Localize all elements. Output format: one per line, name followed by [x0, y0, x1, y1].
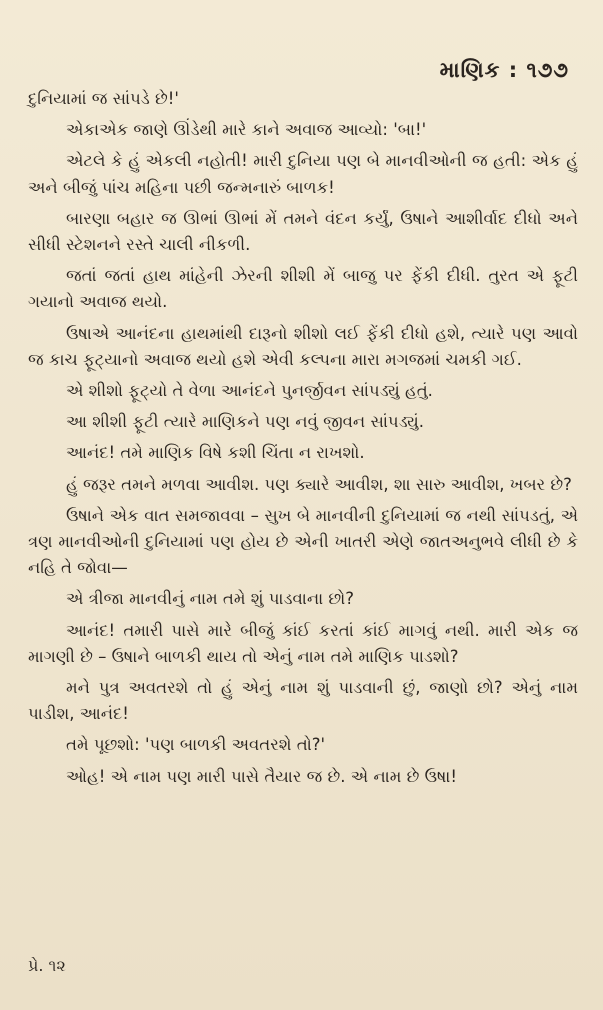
paragraph: ઓહ! એ નામ પણ મારી પાસે તૈયાર જ છે. એ નામ છે ઉષા! [66, 766, 457, 786]
paragraph: આ શીશી ફૂટી ત્યારે માણિકને પણ નવું જીવન સાંપડ્યું. [66, 412, 424, 432]
paragraph: હું જરૂર તમને મળવા આવીશ. પણ ક્યારે આવીશ, શા સારુ આવીશ, ખબર છે? [66, 474, 572, 494]
body-text [28, 86, 578, 795]
paragraph: આનંદ! તમારી પાસે મારે બીજું કાંઈ કરતાં કાંઈ માગવું નથી. મારી એક જ માગણી છે – ઉષાને બાળકી થાય તો એનું નામ તમે માણિક પાડશો? [28, 620, 578, 666]
paragraph: ઉષાને એક વાત સમજાવવા – સુખ બે માનવીની દુનિયામાં જ નથી સાંપડતું, એ ત્રણ માનવીઓની દુનિયામાં પણ હોય છે એની ખાતરી એણે જાતઅનુભવે લીધી છે કે નહિ તે જોવા— [28, 505, 578, 578]
paragraph: એ ત્રીજા માનવીનું નામ તમે શું પાડવાના છો? [66, 589, 355, 609]
paragraph: આનંદ! તમે માણિક વિષે કશી ચિંતા ન રાખશો. [66, 443, 365, 463]
paragraph: ઉષાએ આનંદના હાથમાંથી દારૂનો શીશો લઈ ફેંકી દીધો હશે, ત્યારે પણ આવો જ કાચ ફૂટ્યાનો અવાજ થયો હશે એવી કલ્પના મારા મગજમાં ચમકી ગઈ. [28, 323, 578, 369]
paragraph: તમે પૂછશો: 'પણ બાળકી અવતરશે તો?' [66, 735, 326, 755]
paragraph: એકાએક જાણે ઊંડેથી મારે કાને અવાજ આવ્યો: 'બા!' [66, 120, 427, 140]
paragraph: એટલે કે હું એકલી નહોતી! મારી દુનિયા પણ બે માનવીઓની જ હતી: એક હું અને બીજું પાંચ મહિના પછી જન્મનારું બાળક! [28, 151, 578, 197]
paragraph: જતાં જતાં હાથ માંહેની ઝેરની શીશી મેં બાજુ પર ફેંકી દીધી. તુરત એ ફૂટી ગયાનો અવાજ થયો. [28, 266, 578, 312]
paragraph: દુનિયામાં જ સાંપડે છે!' [28, 89, 179, 108]
signature-mark: પ્રે. ૧૨ [28, 956, 66, 975]
running-head: માણિક : ૧૭૭ [439, 58, 569, 82]
paragraph: એ શીશો ફૂટ્યો તે વેળા આનંદને પુનર્જીવન સાંપડ્યું હતું. [66, 381, 433, 401]
paragraph: મને પુત્ર અવતરશે તો હું એનું નામ શું પાડવાની છું, જાણો છો? એનું નામ પાડીશ, આનંદ! [28, 678, 578, 724]
paragraph: બારણા બહાર જ ઊભાં ઊભાં મેં તમને વંદન કર્યું, ઉષાને આશીર્વાદ દીધો અને સીધી સ્ટેશનને રસ્તે ચાલી નીકળી. [28, 208, 578, 255]
